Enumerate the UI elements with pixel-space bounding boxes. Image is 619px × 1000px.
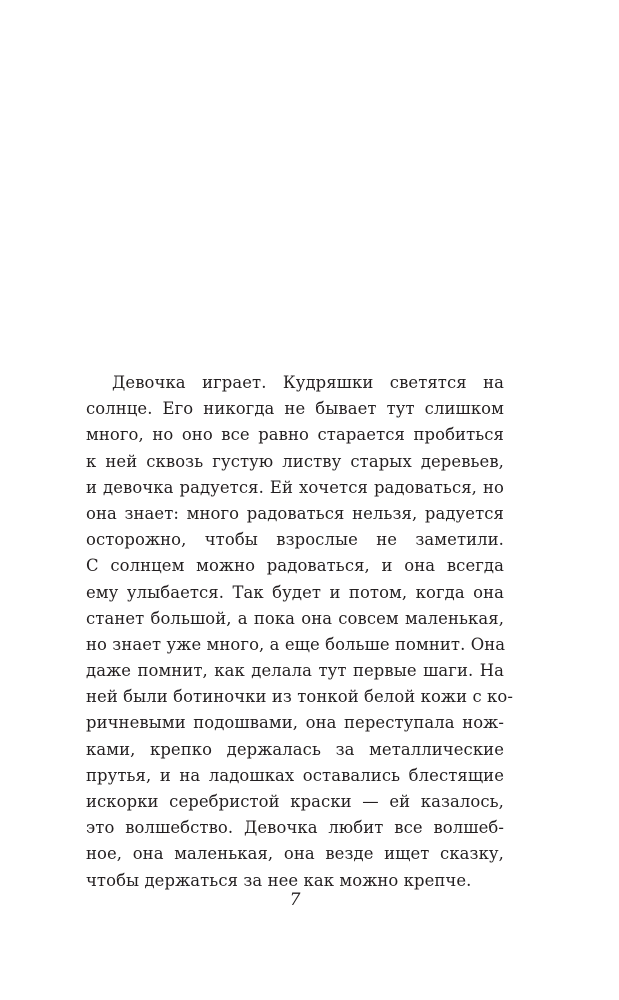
text-line: ное, она маленькая, она везде ищет сказку, (86, 844, 504, 864)
text-line: ему улыбается. Так будет и потом, когда она (86, 582, 504, 602)
text-line: станет большой, а пока она совсем маленькая, (86, 608, 504, 628)
text-line: даже помнит, как делала тут первые шаги. На (86, 661, 504, 681)
text-line: осторожно, чтобы взрослые не заметили. (86, 530, 504, 550)
text-line: С солнцем можно радоваться, и она всегда (86, 556, 504, 576)
text-line: это волшебство. Девочка любит все волшеб- (86, 818, 504, 838)
text-line: чтобы держаться за нее как можно крепче. (86, 870, 472, 890)
text-line: ками, крепко держалась за металлические (86, 739, 504, 759)
text-line: прутья, и на ладошках оставались блестящие (86, 765, 504, 785)
text-line: но знает уже много, а еще больше помнит. Она (86, 634, 506, 654)
text-line: солнце. Его никогда не бывает тут слишком (86, 399, 504, 419)
page-number: 7 (289, 890, 301, 910)
text-line: и девочка радуется. Ей хочется радоваться, но (86, 477, 504, 497)
text-line: к ней сквозь густую листву старых деревьев, (86, 451, 504, 471)
text-line: она знает: много радоваться нельзя, радуется (86, 503, 504, 523)
text-line: ричневыми подошвами, она переступала нож- (86, 713, 504, 733)
text-line: много, но оно все равно старается пробиться (86, 425, 504, 445)
text-line: искорки серебристой краски — ей казалось, (86, 792, 504, 811)
text-line: Девочка играет. Кудряшки светятся на (112, 373, 504, 392)
body-paragraph (86, 370, 513, 894)
text-line: ней были ботиночки из тонкой белой кожи с ко- (86, 687, 513, 707)
